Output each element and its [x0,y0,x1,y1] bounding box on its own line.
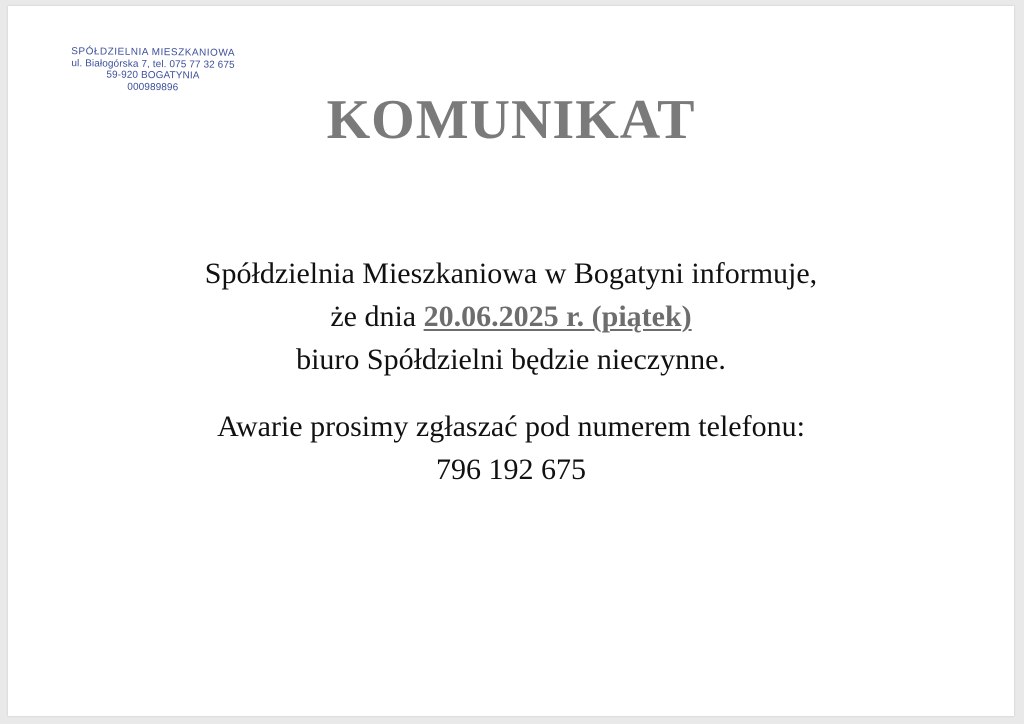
cooperative-stamp [48,46,258,94]
document-page [8,6,1014,716]
stamp-name: SPÓŁDZIELNIA MIESZKANIOWA [71,46,236,59]
announcement-line-3: biuro Spółdzielni będzie nieczynne. [296,343,726,376]
emergency-phone: 796 192 675 [436,453,586,486]
announcement-line-1: Spółdzielnia Mieszkaniowa w Bogatyni informuje, [204,257,818,290]
announcement-body [8,252,1014,491]
date-prefix: że dnia [330,300,417,333]
document-title: KOMUNIKAT [326,89,696,151]
announcement-line-4: Awarie prosimy zgłaszać pod numerem telefonu: [217,410,805,443]
stamp-address: ul. Białogórska 7, tel. 075 77 32 675 [71,57,235,71]
stamp-id-number: 000989896 [127,81,179,93]
stamp-postal: 59-920 BOGATYNIA [106,69,200,82]
announcement-line-2 [8,295,1014,338]
closure-date: 20.06.2025 r. (piątek) [423,300,692,333]
